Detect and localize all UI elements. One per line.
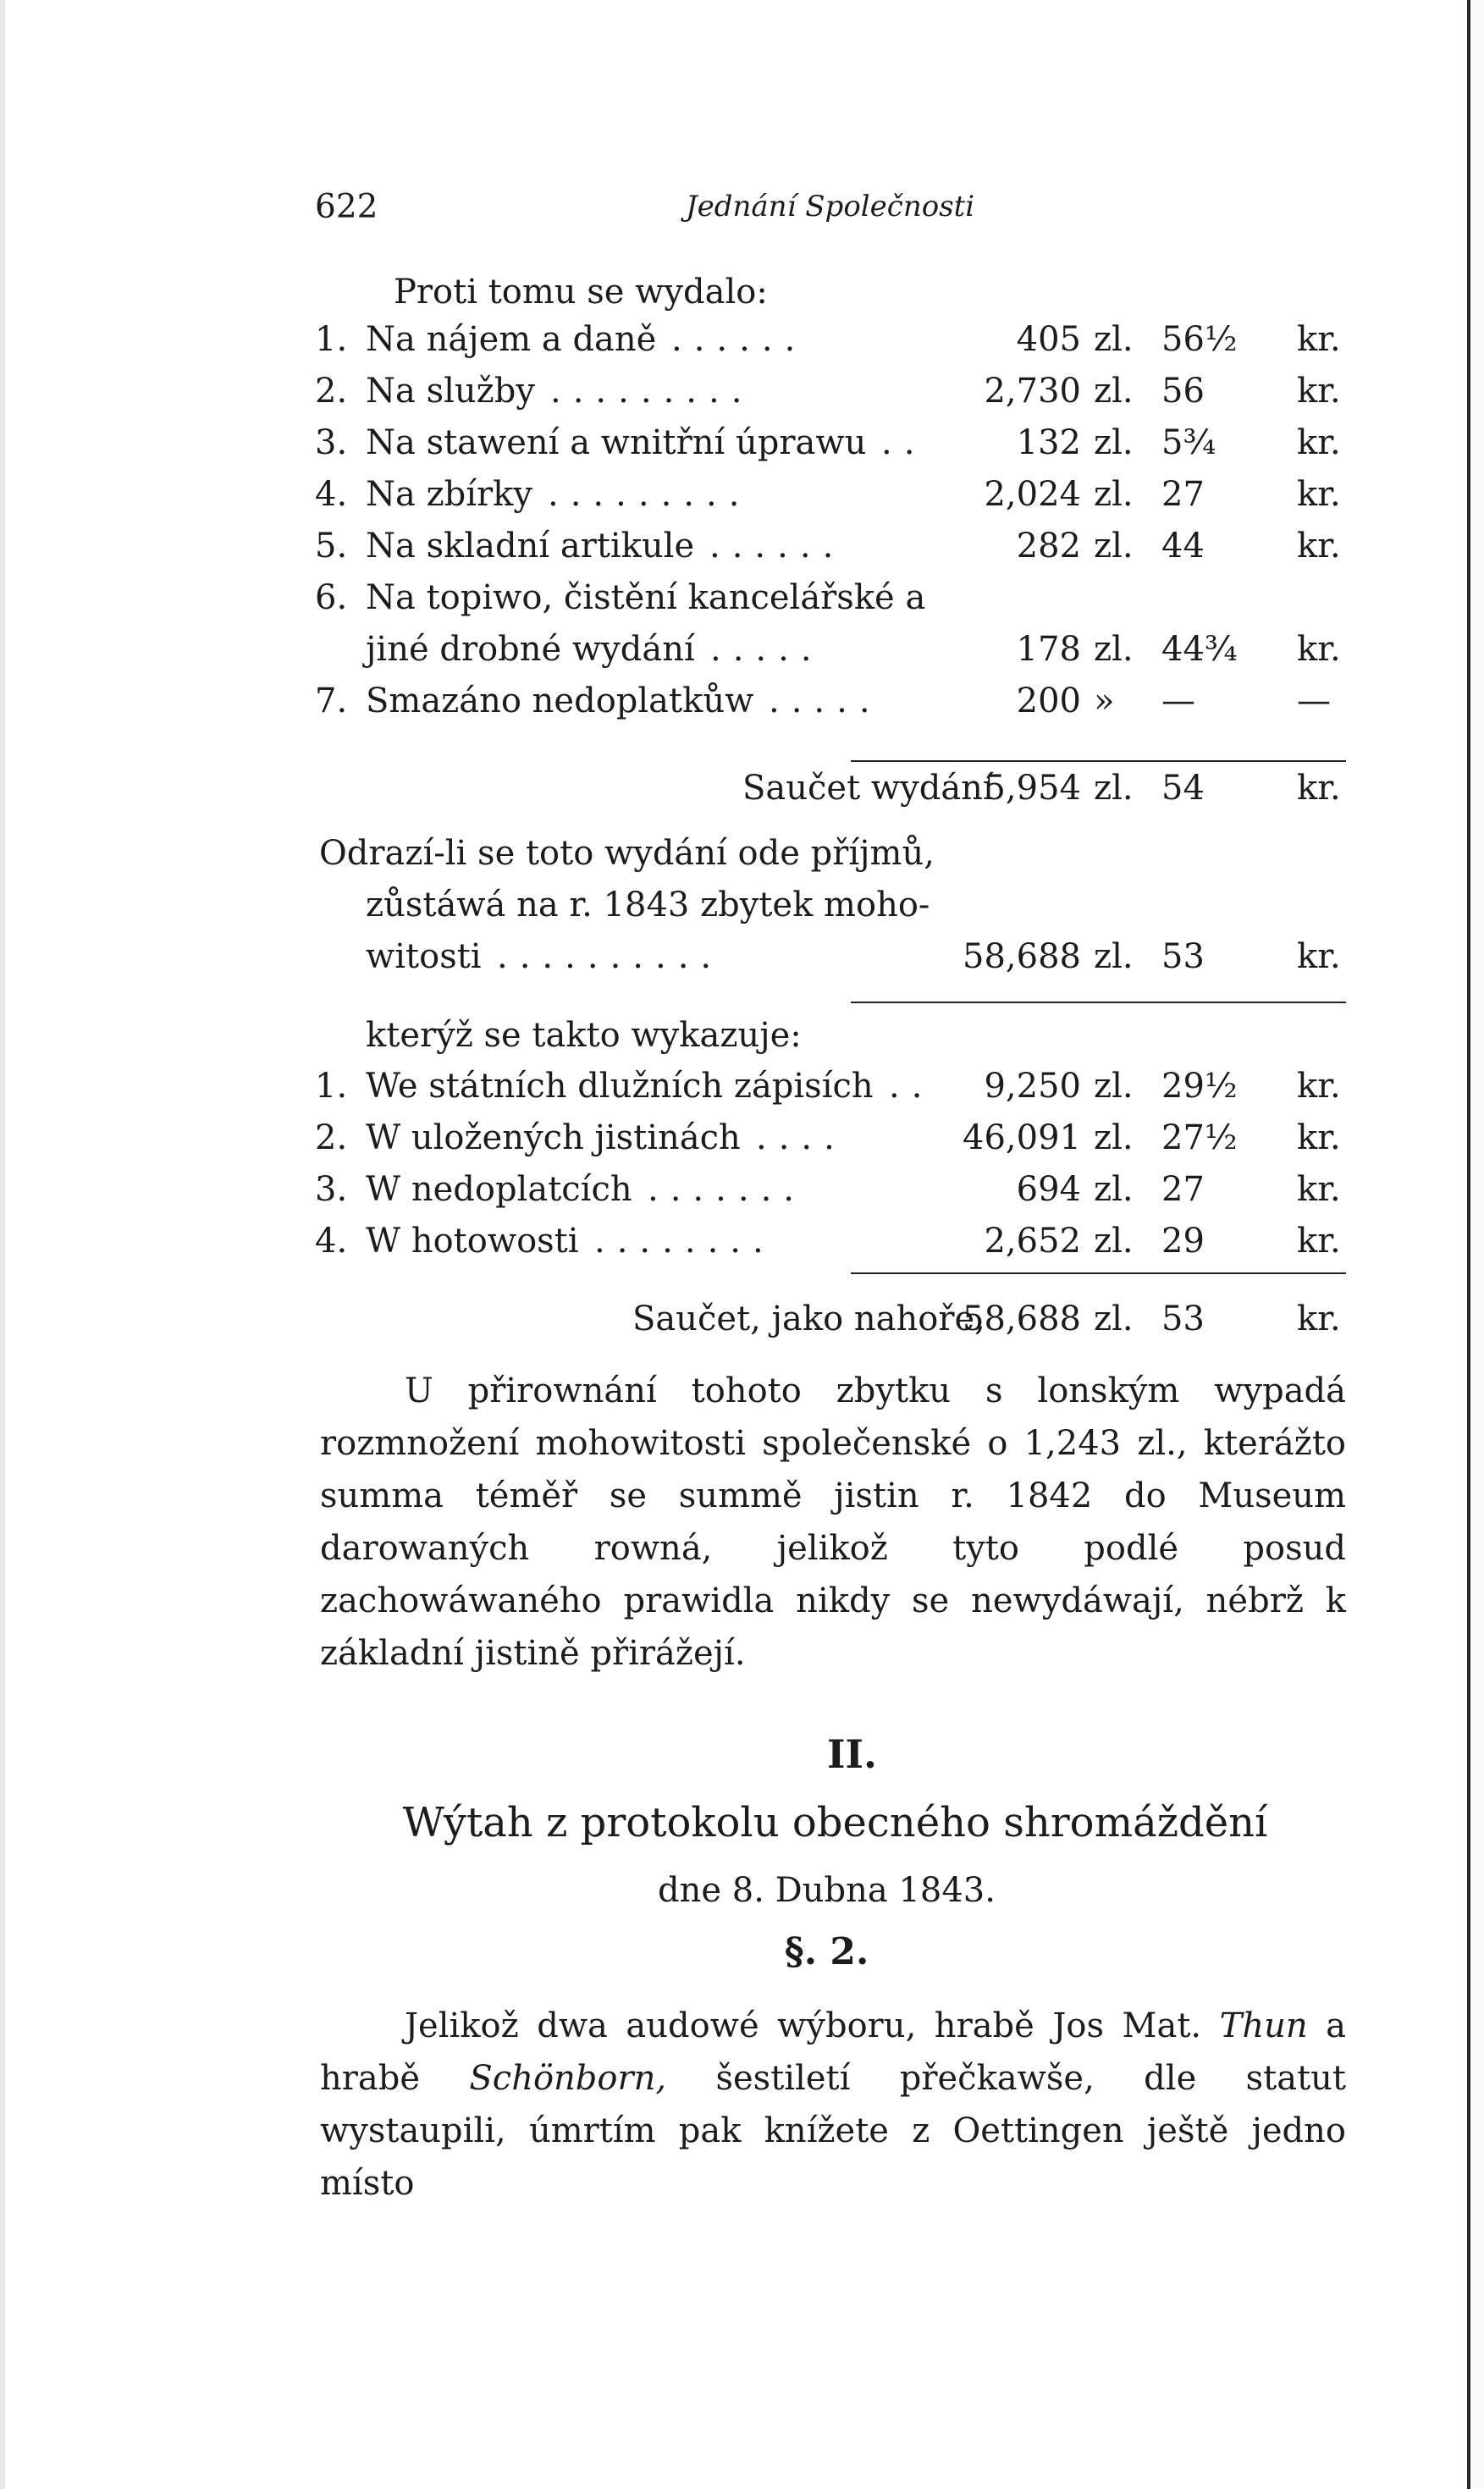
expense-amount: 200 bbox=[1016, 682, 1081, 720]
remainder-dots: .......... bbox=[497, 937, 724, 976]
election-paragraph-text bbox=[320, 2000, 1346, 2210]
asset-row bbox=[315, 1067, 1348, 1118]
comparison-paragraph-text: U přirownání tohoto zbytku s lonským wypadá rozmnožení mohowitosti společenské o 1,243 zl., kterážto summa téměř se summě jistin r. 1842 do Museum darowaných rowná, jelikož tyto podlé posud zachowáwaného prawidla nikdy se newydáwají, nébrž k základní jistině přirážejí. bbox=[320, 1371, 1346, 1673]
expense-unit: zl. bbox=[1094, 372, 1134, 411]
expense-amount: 405 bbox=[1016, 320, 1081, 359]
assets-total-label: Saučet, jako nahoře, bbox=[632, 1300, 985, 1338]
expense-dots: ...... bbox=[671, 320, 808, 359]
asset-kr: 29 bbox=[1161, 1222, 1205, 1261]
expenses-list bbox=[315, 320, 1348, 733]
expense-label: Na nájem a daně bbox=[366, 320, 657, 359]
expense-kr-unit: kr. bbox=[1297, 527, 1341, 566]
asset-amount: 694 bbox=[1016, 1170, 1081, 1209]
expense-number: 1. bbox=[315, 320, 348, 359]
expenses-total-kr: 54 bbox=[1161, 769, 1205, 808]
page-right-border bbox=[1467, 0, 1484, 2489]
election-text-part-3: šestiletí přečkawše, dle statut wystaupili, úmrtím pak knížete z Oettingen ještě jedno místo bbox=[320, 2059, 1346, 2203]
expense-label: Na zbírky bbox=[366, 475, 532, 514]
expense-kr-unit: kr. bbox=[1297, 320, 1341, 359]
section-date: dne 8. Dubna 1843. bbox=[658, 1871, 996, 1910]
expense-label: Na služby bbox=[366, 372, 535, 411]
asset-row bbox=[315, 1222, 1348, 1273]
expense-kr: 44¾ bbox=[1161, 630, 1238, 669]
expenses-total-unit: zl. bbox=[1094, 769, 1134, 808]
asset-unit: zl. bbox=[1094, 1170, 1134, 1209]
expense-label: Smazáno nedoplatkůw bbox=[366, 682, 754, 720]
expense-number: 7. bbox=[315, 682, 348, 720]
expense-number: 4. bbox=[315, 475, 348, 514]
section-title: Wýtah z protokolu obecného shromáždění bbox=[402, 1799, 1268, 1846]
asset-kr-unit: kr. bbox=[1297, 1118, 1341, 1157]
assets-total-row bbox=[315, 1300, 1348, 1351]
assets-total-kr: 53 bbox=[1161, 1300, 1205, 1338]
expenses-total-kr-unit: kr. bbox=[1297, 769, 1341, 808]
expense-kr: — bbox=[1161, 682, 1195, 720]
assets-total-amount: 58,688 bbox=[963, 1300, 1081, 1338]
comparison-paragraph bbox=[320, 1365, 1346, 1680]
asset-kr: 27 bbox=[1161, 1170, 1205, 1209]
running-title: Jednání Společnosti bbox=[686, 190, 975, 224]
expense-label: Na topiwo, čistění kancelářské a bbox=[366, 578, 926, 617]
expense-row bbox=[315, 372, 1348, 423]
page-left-edge bbox=[0, 0, 5, 2489]
election-text-part-1: Jelikož dwa audowé wýboru, hrabě Jos Mat. bbox=[405, 2006, 1202, 2045]
asset-label: We státních dlužních zápisích bbox=[366, 1067, 874, 1106]
section-number: II. bbox=[826, 1731, 878, 1777]
expense-row bbox=[315, 578, 1348, 630]
page-number: 622 bbox=[315, 188, 378, 226]
remainder-line-1: Odrazí-li se toto wydání ode příjmů, bbox=[319, 834, 935, 873]
expense-kr: 56 bbox=[1161, 372, 1205, 411]
remainder-block bbox=[315, 834, 1348, 989]
asset-amount: 2,652 bbox=[984, 1222, 1081, 1261]
expense-number: 3. bbox=[315, 423, 348, 462]
expense-label: jiné drobné wydání bbox=[366, 630, 695, 669]
name-schonborn: Schönborn, bbox=[469, 2059, 667, 2098]
asset-number: 3. bbox=[315, 1170, 348, 1209]
expense-dots: ..... bbox=[710, 630, 824, 669]
expense-unit: zl. bbox=[1094, 320, 1134, 359]
expense-kr-unit: kr. bbox=[1297, 475, 1341, 514]
expense-unit: » bbox=[1094, 682, 1115, 720]
asset-unit: zl. bbox=[1094, 1222, 1134, 1261]
expense-kr-unit: — bbox=[1297, 682, 1331, 720]
expense-number: 6. bbox=[315, 578, 348, 617]
paragraph-sign: §. 2. bbox=[784, 1930, 869, 1973]
remainder-kr: 53 bbox=[1161, 937, 1205, 976]
asset-row bbox=[315, 1170, 1348, 1222]
expenses-total-rule bbox=[851, 760, 1346, 762]
expense-kr: 56½ bbox=[1161, 320, 1238, 359]
asset-amount: 46,091 bbox=[963, 1118, 1081, 1157]
assets-total-rule bbox=[851, 1272, 1346, 1274]
asset-label: W hotowosti bbox=[366, 1222, 579, 1261]
remainder-line-2: zůstáwá na r. 1843 zbytek moho- bbox=[366, 886, 930, 924]
expense-row bbox=[315, 527, 1348, 578]
page-header bbox=[315, 188, 1343, 239]
expense-unit: zl. bbox=[1094, 423, 1134, 462]
assets-total-kr-unit: kr. bbox=[1297, 1300, 1341, 1338]
assets-list bbox=[315, 1067, 1348, 1273]
expense-amount: 2,730 bbox=[984, 372, 1081, 411]
asset-label: W uložených jistinách bbox=[366, 1118, 741, 1157]
asset-kr-unit: kr. bbox=[1297, 1170, 1341, 1209]
asset-kr-unit: kr. bbox=[1297, 1067, 1341, 1106]
expenses-total-row bbox=[315, 769, 1348, 820]
name-thun: Thun bbox=[1219, 2006, 1308, 2045]
expense-row bbox=[315, 630, 1348, 682]
remainder-line-3-label: witosti bbox=[366, 937, 482, 976]
expense-row bbox=[315, 320, 1348, 372]
expense-kr: 27 bbox=[1161, 475, 1205, 514]
expense-row bbox=[315, 423, 1348, 475]
expense-amount: 132 bbox=[1016, 423, 1081, 462]
expense-label: Na stawení a wnitřní úprawu bbox=[366, 423, 867, 462]
asset-dots: .... bbox=[756, 1118, 847, 1157]
expense-dots: ..... bbox=[769, 682, 882, 720]
expense-unit: zl. bbox=[1094, 527, 1134, 566]
asset-kr: 27½ bbox=[1161, 1118, 1238, 1157]
asset-row bbox=[315, 1118, 1348, 1170]
expense-dots: ......... bbox=[550, 372, 754, 411]
expense-amount: 282 bbox=[1016, 527, 1081, 566]
asset-dots: ....... bbox=[648, 1170, 807, 1209]
asset-dots: ........ bbox=[594, 1222, 775, 1261]
election-paragraph bbox=[320, 2000, 1346, 2210]
asset-number: 2. bbox=[315, 1118, 348, 1157]
expense-dots: ......... bbox=[548, 475, 752, 514]
expense-kr: 5¾ bbox=[1161, 423, 1216, 462]
asset-unit: zl. bbox=[1094, 1118, 1134, 1157]
asset-amount: 9,250 bbox=[984, 1067, 1081, 1106]
expenses-intro: Proti tomu se wydalo: bbox=[394, 273, 768, 312]
expense-number: 2. bbox=[315, 372, 348, 411]
assets-total-unit: zl. bbox=[1094, 1300, 1134, 1338]
expense-dots: .. bbox=[881, 423, 927, 462]
expense-amount: 2,024 bbox=[984, 475, 1081, 514]
expense-number: 5. bbox=[315, 527, 348, 566]
assets-intro: kterýž se takto wykazuje: bbox=[366, 1016, 802, 1055]
expense-kr: 44 bbox=[1161, 527, 1205, 566]
election-text-part-2: a hrabě bbox=[320, 2006, 1346, 2098]
asset-number: 1. bbox=[315, 1067, 348, 1106]
asset-kr: 29½ bbox=[1161, 1067, 1238, 1106]
asset-label: W nedoplatcích bbox=[366, 1170, 632, 1209]
expense-unit: zl. bbox=[1094, 475, 1134, 514]
expense-label: Na skladní artikule bbox=[366, 527, 695, 566]
expenses-total-label: Saučet wydání bbox=[742, 769, 994, 808]
asset-number: 4. bbox=[315, 1222, 348, 1261]
expense-row bbox=[315, 475, 1348, 527]
asset-kr-unit: kr. bbox=[1297, 1222, 1341, 1261]
expenses-total-amount: 5,954 bbox=[984, 769, 1081, 808]
expense-row bbox=[315, 682, 1348, 733]
remainder-unit: zl. bbox=[1094, 937, 1134, 976]
expense-unit: zl. bbox=[1094, 630, 1134, 669]
asset-dots: .. bbox=[889, 1067, 935, 1106]
expense-kr-unit: kr. bbox=[1297, 630, 1341, 669]
remainder-kr-unit: kr. bbox=[1297, 937, 1341, 976]
expense-amount: 178 bbox=[1016, 630, 1081, 669]
asset-unit: zl. bbox=[1094, 1067, 1134, 1106]
expense-dots: ...... bbox=[709, 527, 846, 566]
remainder-rule bbox=[851, 1002, 1346, 1003]
expense-kr-unit: kr. bbox=[1297, 423, 1341, 462]
remainder-amount: 58,688 bbox=[963, 937, 1081, 976]
expense-kr-unit: kr. bbox=[1297, 372, 1341, 411]
